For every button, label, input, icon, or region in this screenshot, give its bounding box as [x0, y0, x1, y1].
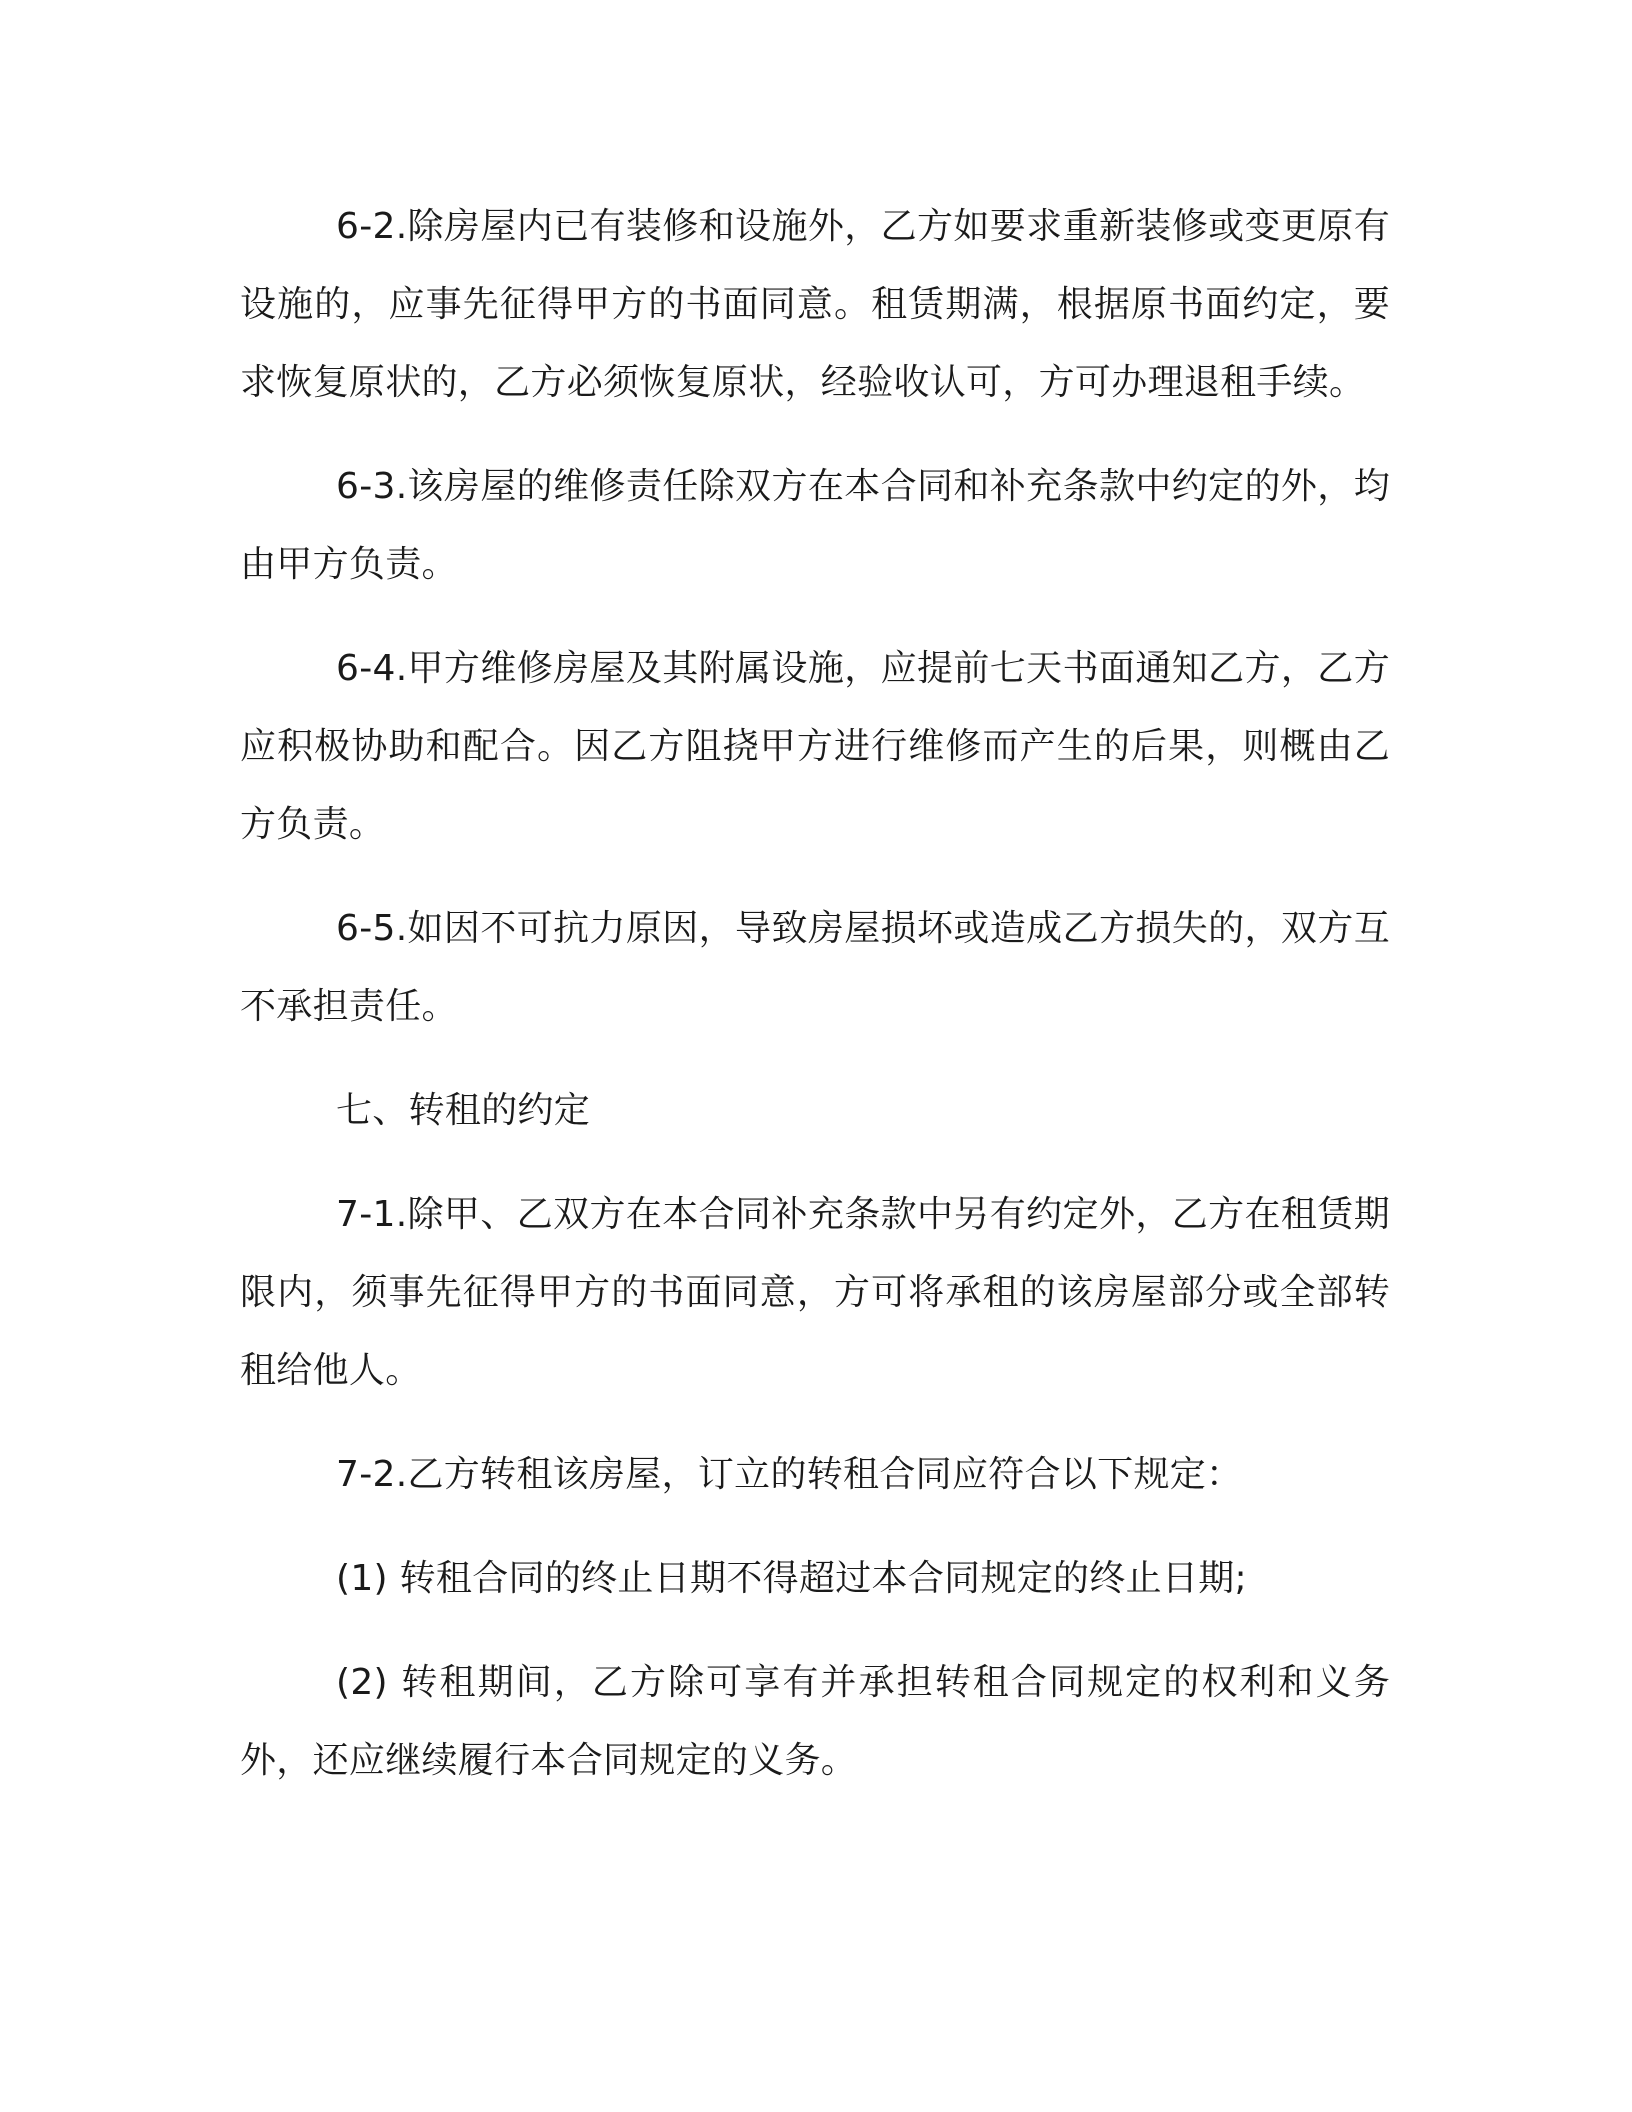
clause-7-1: 7-1.除甲、乙双方在本合同补充条款中另有约定外，乙方在租赁期限内，须事先征得甲方的书面同意，方可将承租的该房屋部分或全部转租给他人。 — [240, 1194, 1390, 1391]
clause-6-5: 6-5.如因不可抗力原因，导致房屋损坏或造成乙方损失的，双方互不承担责任。 — [240, 908, 1390, 1027]
clause-6-2: 6-2.除房屋内已有装修和设施外，乙方如要求重新装修或变更原有设施的，应事先征得甲方的书面同意。租赁期满，根据原书面约定，要求恢复原状的，乙方必须恢复原状，经验收认可，方可办理退租手续。 — [240, 206, 1390, 403]
clause-6-4: 6-4.甲方维修房屋及其附属设施，应提前七天书面通知乙方，乙方应积极协助和配合。因乙方阻挠甲方进行维修而产生的后果，则概由乙方负责。 — [240, 648, 1390, 845]
clause-6-3: 6-3.该房屋的维修责任除双方在本合同和补充条款中约定的外，均由甲方负责。 — [240, 466, 1390, 585]
document-body — [240, 188, 1390, 1800]
clause-7-2-item-1: (1) 转租合同的终止日期不得超过本合同规定的终止日期; — [336, 1558, 1247, 1599]
section-heading-7: 七、转租的约定 — [336, 1090, 591, 1131]
clause-7-2-item-2: (2) 转租期间，乙方除可享有并承担转租合同规定的权利和义务外，还应继续履行本合同规定的义务。 — [240, 1662, 1390, 1781]
clause-7-2: 7-2.乙方转租该房屋，订立的转租合同应符合以下规定： — [336, 1454, 1243, 1495]
